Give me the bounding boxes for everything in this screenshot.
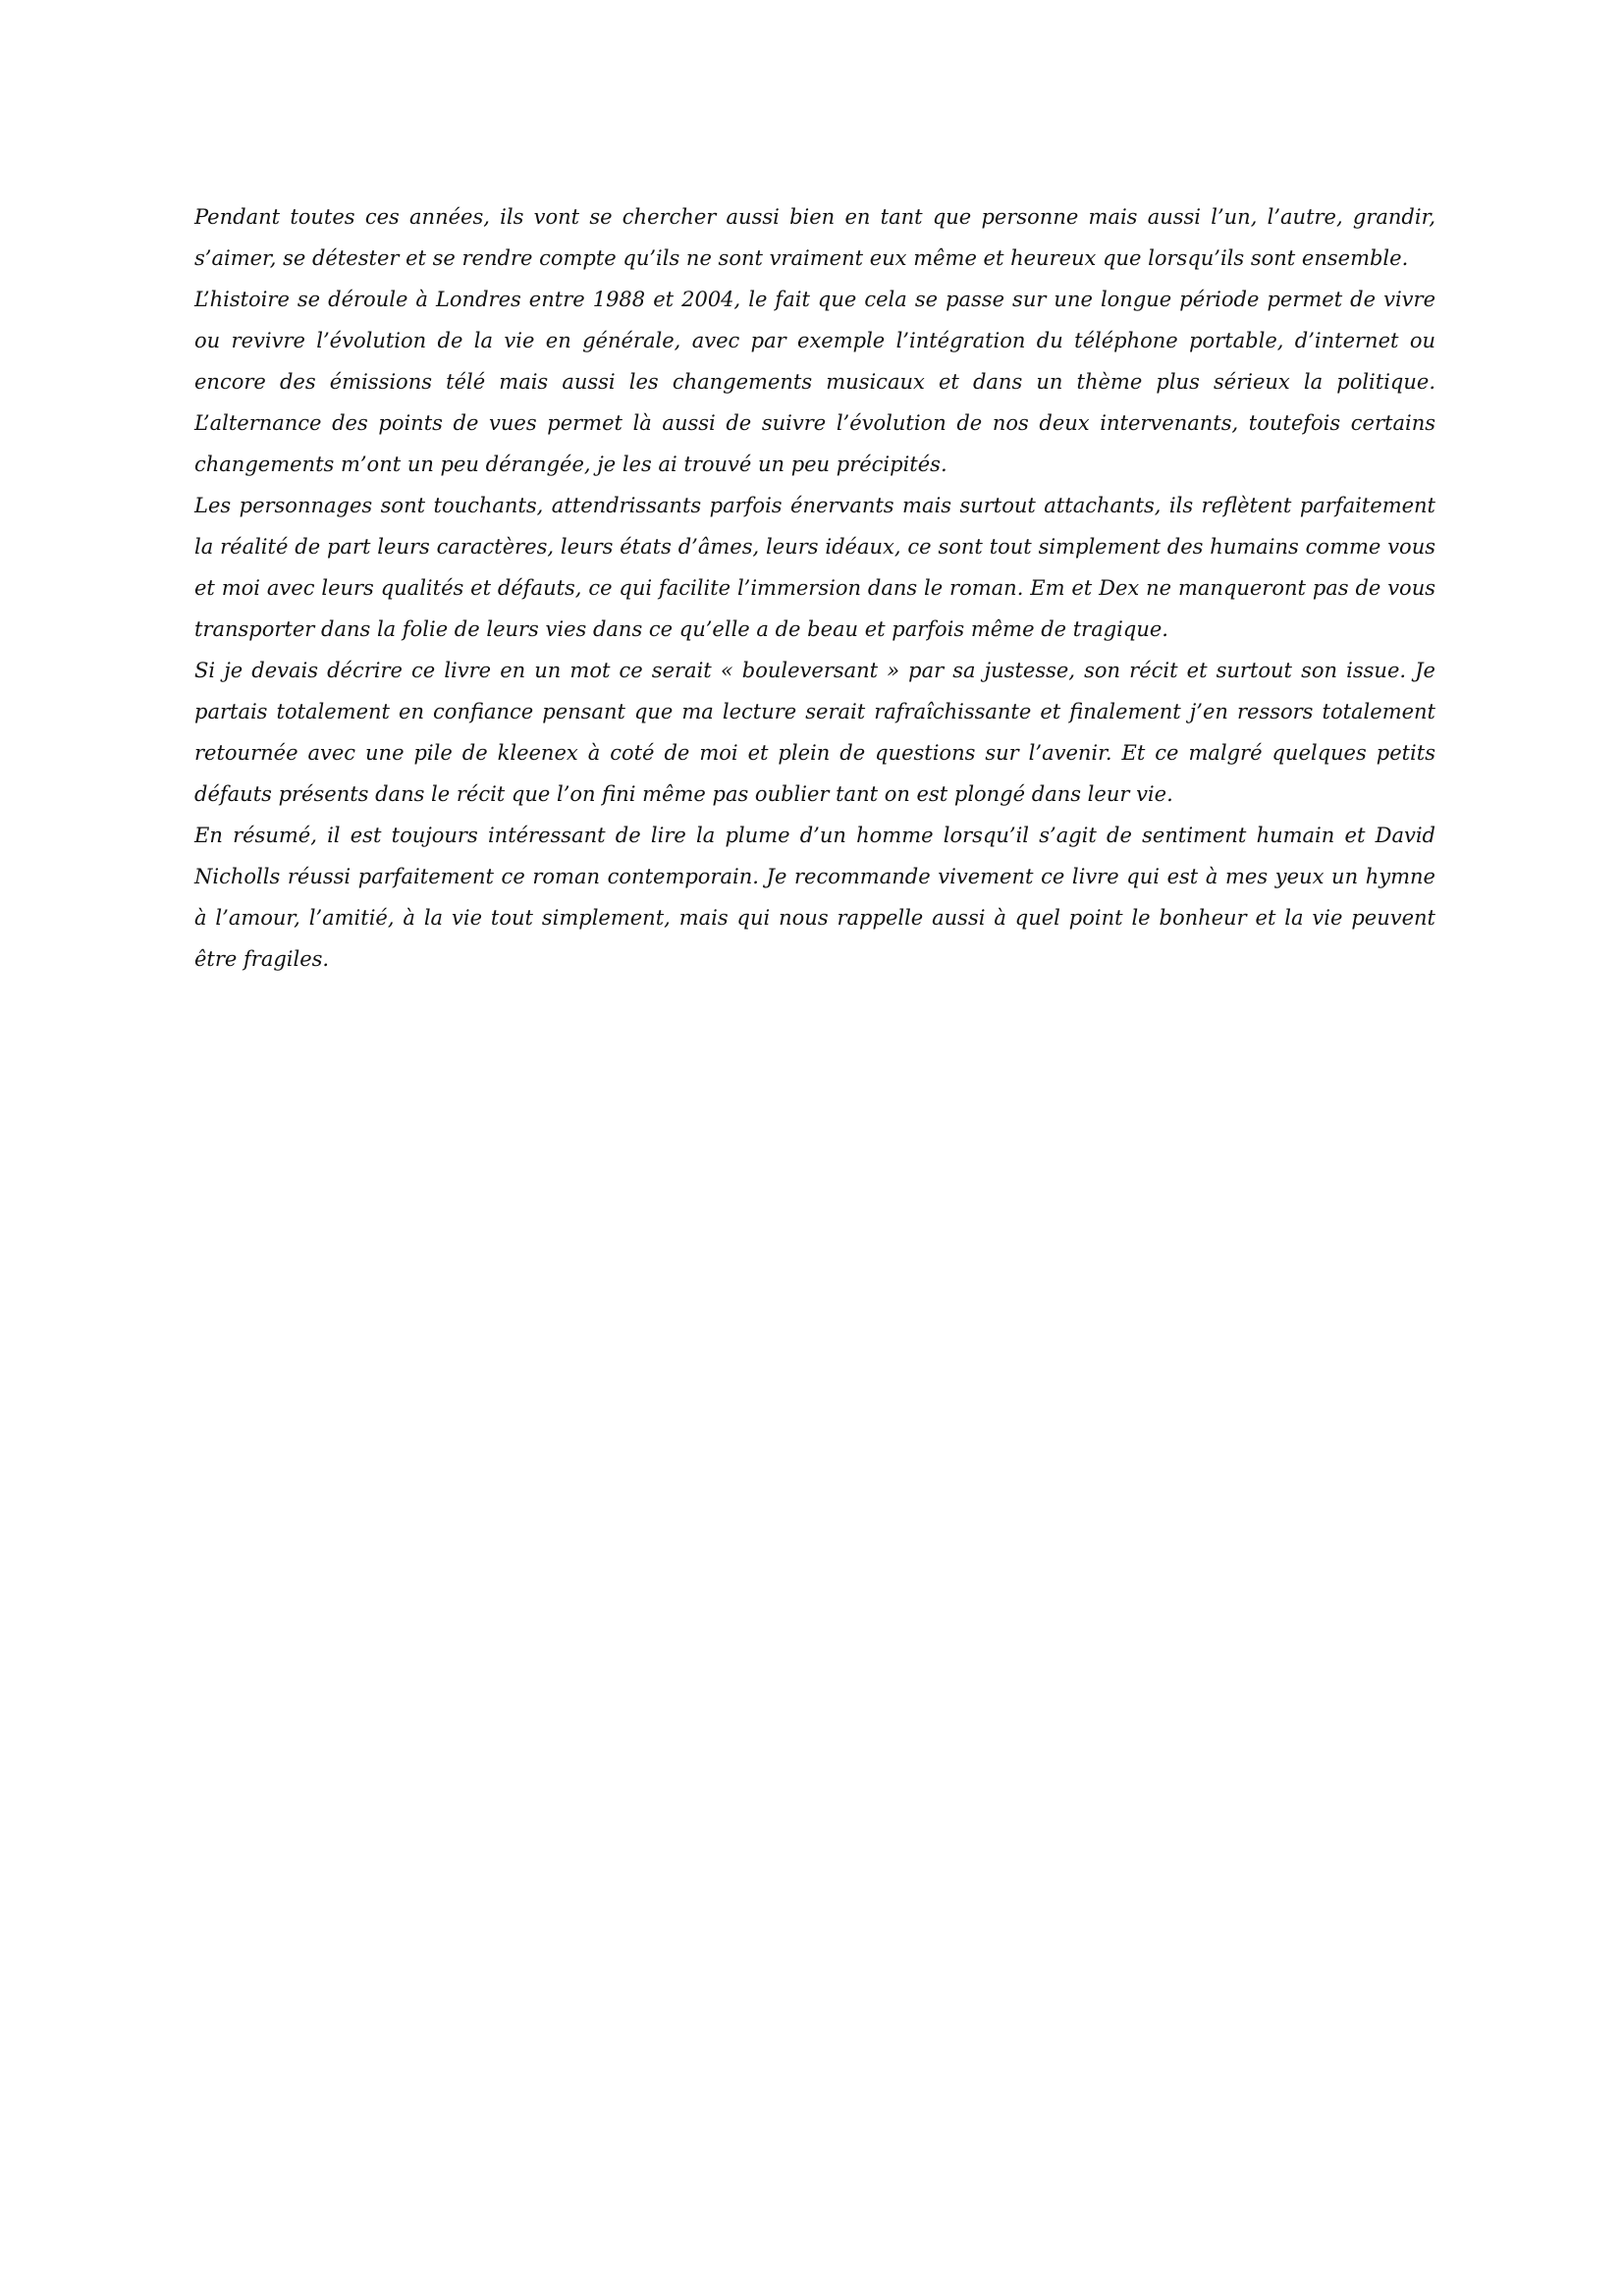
paragraph-intro: Pendant toutes ces années, ils vont se chercher aussi bien en tant que personne mais aussi l’un, l’autre, grandir, s’aimer, se détester et se rendre compte qu’ils ne sont vraiment eux même et heureux que lorsqu’ils sont ensemble. — [194, 205, 1435, 270]
paragraph-summary: En résumé, il est toujours intéressant de lire la plume d’un homme lorsqu’il s’agit de sentiment humain et David Nicholls réussi parfaitement ce roman contemporain. Je recommande vivement ce livre qui est à mes yeux un hymne à l’amour, l’amitié, à la vie tout simplement, mais qui nous rappelle aussi à quel point le bonheur et la vie peuvent être fragiles. — [194, 824, 1435, 971]
paragraph-characters: Les personnages sont touchants, attendrissants parfois énervants mais surtout attachants, ils reflètent parfaitement la réalité de part leurs caractères, leurs états d’âmes, leurs idéaux, ce sont tout simplement des humains comme vous et moi avec leurs qualités et défauts, ce qui facilite l’immersion dans le roman. Em et Dex ne manqueront pas de vous transporter dans la folie de leurs vies dans ce qu’elle a de beau et parfois même de tragique. — [194, 494, 1435, 641]
paragraph-setting: L’histoire se déroule à Londres entre 1988 et 2004, le fait que cela se passe sur une longue période permet de vivre ou revivre l’évolution de la vie en générale, avec par exemple l’intégration du téléphone portable, d’internet ou encore des émissions télé mais aussi les changements musicaux et dans un thème plus sérieux la politique. L’alternance des points de vues permet là aussi de suivre l’évolution de nos deux intervenants, toutefois certains changements m’ont un peu dérangée, je les ai trouvé un peu précipités. — [194, 288, 1435, 476]
review-text — [194, 196, 1435, 980]
paragraph-impression: Si je devais décrire ce livre en un mot ce serait « bouleversant » par sa justesse, son récit et surtout son issue. Je partais totalement en confiance pensant que ma lecture serait rafraîchissante et finalement j’en ressors totalement retournée avec une pile de kleenex à coté de moi et plein de questions sur l’avenir. Et ce malgré quelques petits défauts présents dans le récit que l’on fini même pas oublier tant on est plongé dans leur vie. — [194, 659, 1435, 806]
